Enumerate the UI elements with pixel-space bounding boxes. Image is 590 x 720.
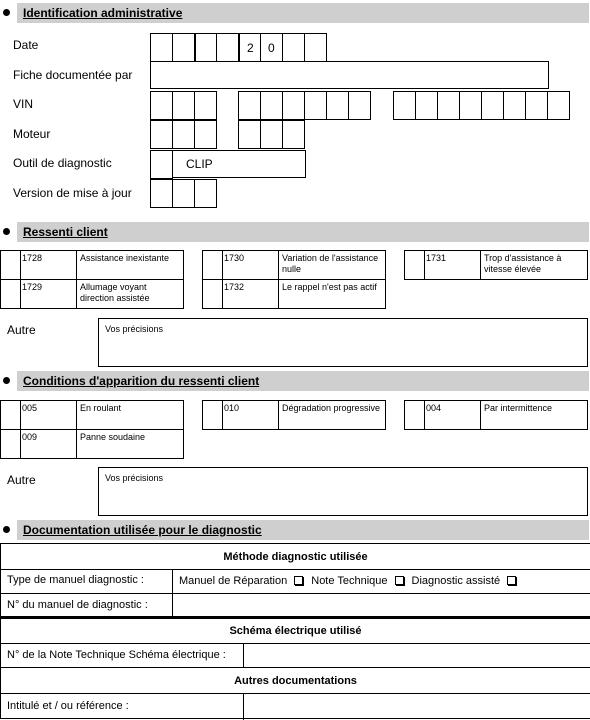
condition-checkbox[interactable] [1, 401, 21, 429]
char-cell[interactable] [260, 120, 283, 149]
condition-010[interactable] [202, 400, 386, 430]
char-cell[interactable] [481, 91, 504, 120]
type-divider [172, 569, 173, 593]
condition-005[interactable] [0, 400, 184, 430]
type-label: Type de manuel diagnostic : [7, 574, 144, 586]
symptom-checkbox[interactable] [203, 280, 223, 308]
char-cell[interactable] [260, 33, 283, 62]
char-cell[interactable] [238, 91, 261, 120]
bullet-icon [3, 377, 10, 384]
condition-desc: En roulant [80, 403, 122, 413]
fiche-label: Fiche documentée par [13, 68, 133, 82]
ressenti-precisions-input[interactable] [98, 318, 588, 367]
char-cell[interactable] [547, 91, 570, 120]
autre-label: Autre [7, 323, 36, 337]
version-label: Version de mise à jour [13, 186, 132, 200]
char-cell[interactable] [194, 120, 217, 149]
outil-label: Outil de diagnostic [13, 156, 112, 170]
char-cell[interactable] [304, 91, 327, 120]
precisions-placeholder: Vos précisions [105, 473, 164, 483]
schema-title: Schéma électrique utilisé [229, 625, 362, 637]
symptom-desc: Trop d'assistance à vitesse élevée [484, 253, 562, 274]
schema-label: N° de la Note Technique Schéma électrique : [7, 649, 226, 661]
condition-009[interactable] [0, 429, 184, 459]
condition-code: 010 [222, 401, 279, 429]
cell-char: 2 [247, 41, 254, 55]
symptom-checkbox[interactable] [405, 251, 425, 279]
symptom-desc: Le rappel n'est pas actif [282, 282, 377, 292]
outil-value-box[interactable] [172, 150, 306, 178]
section-title: Ressenti client [23, 225, 108, 239]
date-label: Date [13, 38, 39, 52]
intitule-row [0, 693, 590, 719]
char-cell[interactable] [282, 120, 305, 149]
schema-row [0, 643, 590, 668]
condition-004[interactable] [404, 400, 588, 430]
option-note: Note Technique [311, 575, 388, 587]
numero-input[interactable] [172, 594, 173, 617]
char-cell[interactable] [503, 91, 526, 120]
char-cell[interactable] [437, 91, 460, 120]
checkbox-manuel[interactable] [294, 576, 303, 585]
section-title: Identification administrative [23, 6, 183, 20]
methode-header [0, 543, 590, 570]
char-cell[interactable] [172, 91, 195, 120]
section-header-conditions [0, 371, 590, 391]
moteur-label: Moteur [13, 127, 51, 141]
condition-checkbox[interactable] [405, 401, 425, 429]
section-header-documentation [0, 520, 590, 540]
condition-code: 009 [20, 430, 77, 458]
section-title: Documentation utilisée pour le diagnostic [23, 523, 262, 537]
section-header-ressenti [0, 222, 590, 242]
char-cell[interactable] [216, 33, 239, 62]
char-cell[interactable] [172, 120, 195, 149]
char-cell[interactable] [459, 91, 482, 120]
symptom-1729[interactable] [0, 279, 184, 309]
char-cell[interactable] [282, 91, 305, 120]
option-assiste: Diagnostic assisté [411, 575, 501, 587]
intitule-input[interactable] [243, 694, 244, 720]
char-cell[interactable] [172, 33, 195, 62]
char-cell[interactable] [393, 91, 416, 120]
char-cell[interactable] [194, 179, 217, 208]
outil-value: CLIP [186, 157, 213, 171]
type-options [179, 575, 524, 587]
symptom-code: 1731 [424, 251, 481, 279]
bullet-icon [3, 526, 10, 533]
fiche-input[interactable] [150, 61, 549, 89]
char-cell[interactable] [150, 179, 173, 208]
condition-desc: Dégradation progressive [282, 403, 381, 413]
condition-checkbox[interactable] [203, 401, 223, 429]
symptom-1730[interactable] [202, 250, 386, 280]
numero-row [0, 593, 590, 617]
symptom-1731[interactable] [404, 250, 588, 280]
char-cell[interactable] [415, 91, 438, 120]
condition-desc: Panne soudaine [80, 432, 146, 442]
condition-code: 005 [20, 401, 77, 429]
checkbox-assiste[interactable] [507, 576, 516, 585]
symptom-desc: Variation de l'assistance nulle [282, 253, 379, 274]
condition-checkbox[interactable] [1, 430, 21, 458]
autres-header [0, 667, 590, 694]
char-cell[interactable] [150, 120, 173, 149]
char-cell[interactable] [326, 91, 349, 120]
symptom-desc: Assistance inexistante [80, 253, 170, 263]
char-cell[interactable] [150, 150, 173, 179]
schema-input[interactable] [243, 644, 244, 668]
condition-desc: Par intermittence [484, 403, 553, 413]
schema-header [0, 617, 590, 644]
checkbox-note[interactable] [395, 576, 404, 585]
symptom-checkbox[interactable] [1, 251, 21, 279]
symptom-code: 1732 [222, 280, 279, 308]
char-cell[interactable] [150, 91, 173, 120]
char-cell[interactable] [282, 33, 305, 62]
numero-label: N° du manuel de diagnostic : [7, 599, 148, 611]
char-cell[interactable] [172, 179, 195, 208]
char-cell[interactable] [150, 33, 173, 62]
vin-label: VIN [13, 97, 34, 111]
char-cell[interactable] [238, 33, 261, 62]
section-title: Conditions d'apparition du ressenti client [23, 374, 260, 388]
bullet-icon [3, 9, 10, 16]
symptom-1732[interactable] [202, 279, 386, 309]
type-row [0, 569, 590, 594]
autres-title: Autres documentations [234, 675, 357, 687]
symptom-checkbox[interactable] [203, 251, 223, 279]
char-cell[interactable] [304, 33, 327, 62]
symptom-code: 1730 [222, 251, 279, 279]
methode-title: Méthode diagnostic utilisée [223, 551, 368, 563]
char-cell[interactable] [260, 91, 283, 120]
intitule-label: Intitulé et / ou référence : [7, 700, 129, 712]
char-cell[interactable] [525, 91, 548, 120]
bullet-icon [3, 228, 10, 235]
char-cell[interactable] [238, 120, 261, 149]
cell-char: 0 [268, 41, 275, 55]
section-header-admin [0, 3, 590, 23]
conditions-precisions-input[interactable] [98, 467, 588, 516]
symptom-code: 1728 [20, 251, 77, 279]
char-cell[interactable] [194, 33, 217, 62]
symptom-1728[interactable] [0, 250, 184, 280]
char-cell[interactable] [194, 91, 217, 120]
condition-code: 004 [424, 401, 481, 429]
symptom-code: 1729 [20, 280, 77, 308]
symptom-desc: Allumage voyant direction assistée [80, 282, 150, 303]
option-manuel: Manuel de Réparation [179, 575, 288, 587]
precisions-placeholder: Vos précisions [105, 324, 164, 334]
char-cell[interactable] [348, 91, 371, 120]
autre-label: Autre [7, 473, 36, 487]
symptom-checkbox[interactable] [1, 280, 21, 308]
